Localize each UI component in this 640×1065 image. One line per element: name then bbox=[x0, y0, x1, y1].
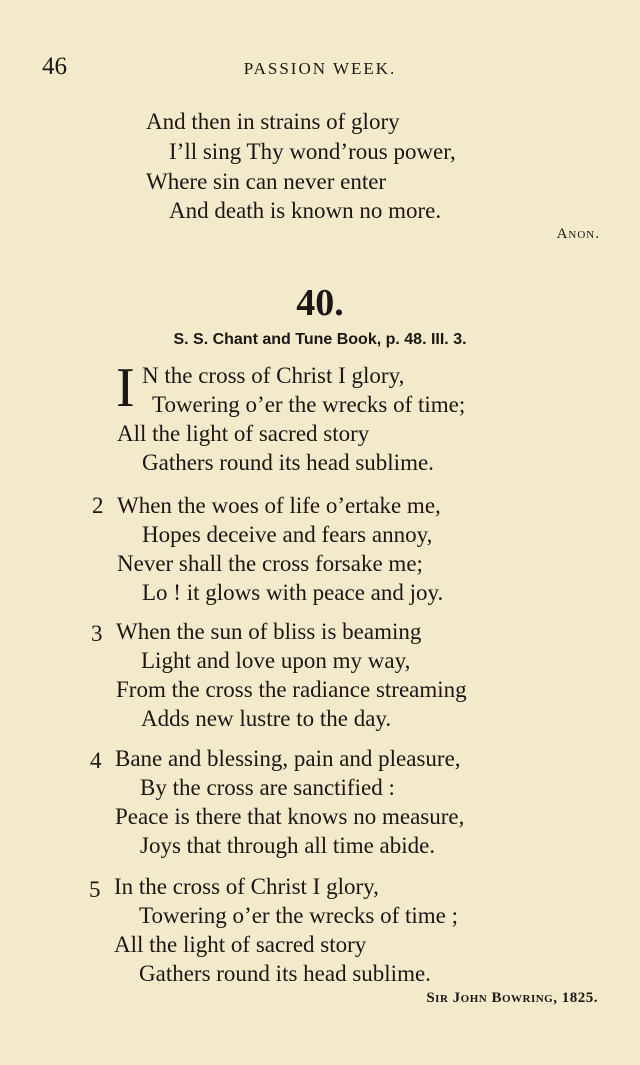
verse-1-line: N the cross of Christ I glory, bbox=[142, 363, 405, 388]
prev-hymn-line: Where sin can never enter bbox=[146, 169, 387, 194]
verse-2-line: Hopes deceive and fears annoy, bbox=[142, 522, 433, 547]
verse-4-line: Joys that through all time abide. bbox=[140, 833, 436, 858]
prev-hymn-line: And death is known no more. bbox=[169, 198, 442, 223]
prev-hymn-line: And then in strains of glory bbox=[146, 109, 400, 134]
verse-3-line: Adds new lustre to the day. bbox=[141, 706, 392, 731]
verse-1-line: All the light of sacred story bbox=[117, 421, 370, 446]
verse-5-line: In the cross of Christ I glory, bbox=[114, 874, 379, 899]
verse-5-line: All the light of sacred story bbox=[114, 932, 367, 957]
verse-2-line: When the woes of life o’ertake me, bbox=[117, 493, 441, 518]
verse-5-line: Towering o’er the wrecks of time ; bbox=[139, 903, 459, 928]
verse-2-line: Never shall the cross forsake me; bbox=[117, 551, 423, 576]
verse-5-line: Gathers round its head sublime. bbox=[139, 961, 431, 986]
drop-cap: I bbox=[116, 357, 135, 419]
page-number: 46 bbox=[42, 53, 67, 80]
verse-2-line: Lo ! it glows with peace and joy. bbox=[142, 580, 444, 605]
running-head: PASSION WEEK. bbox=[243, 59, 397, 78]
verse-3-line: When the sun of bliss is beaming bbox=[116, 619, 422, 644]
verse-4-line: By the cross are sanctified : bbox=[140, 775, 395, 800]
verse-4-line: Bane and blessing, pain and pleasure, bbox=[115, 746, 461, 771]
verse-1-line: Towering o’er the wrecks of time; bbox=[152, 392, 466, 417]
verse-3-line: From the cross the radiance streaming bbox=[116, 677, 467, 702]
verse-number: 2 bbox=[92, 493, 104, 518]
verse-3-line: Light and love upon my way, bbox=[141, 648, 411, 673]
attribution-author: Sir John Bowring, 1825. bbox=[426, 990, 598, 1006]
hymn-number: 40. bbox=[296, 282, 344, 324]
prev-hymn-line: I’ll sing Thy wond’rous power, bbox=[169, 139, 456, 164]
verse-1-line: Gathers round its head sublime. bbox=[142, 450, 434, 475]
verse-4-line: Peace is there that knows no measure, bbox=[115, 804, 465, 829]
verse-number: 3 bbox=[91, 621, 103, 646]
verse-number: 5 bbox=[89, 877, 101, 902]
tune-reference: S. S. Chant and Tune Book, p. 48. III. 3. bbox=[173, 331, 467, 348]
verse-number: 4 bbox=[90, 748, 102, 773]
attribution-anon: Anon. bbox=[556, 226, 600, 242]
